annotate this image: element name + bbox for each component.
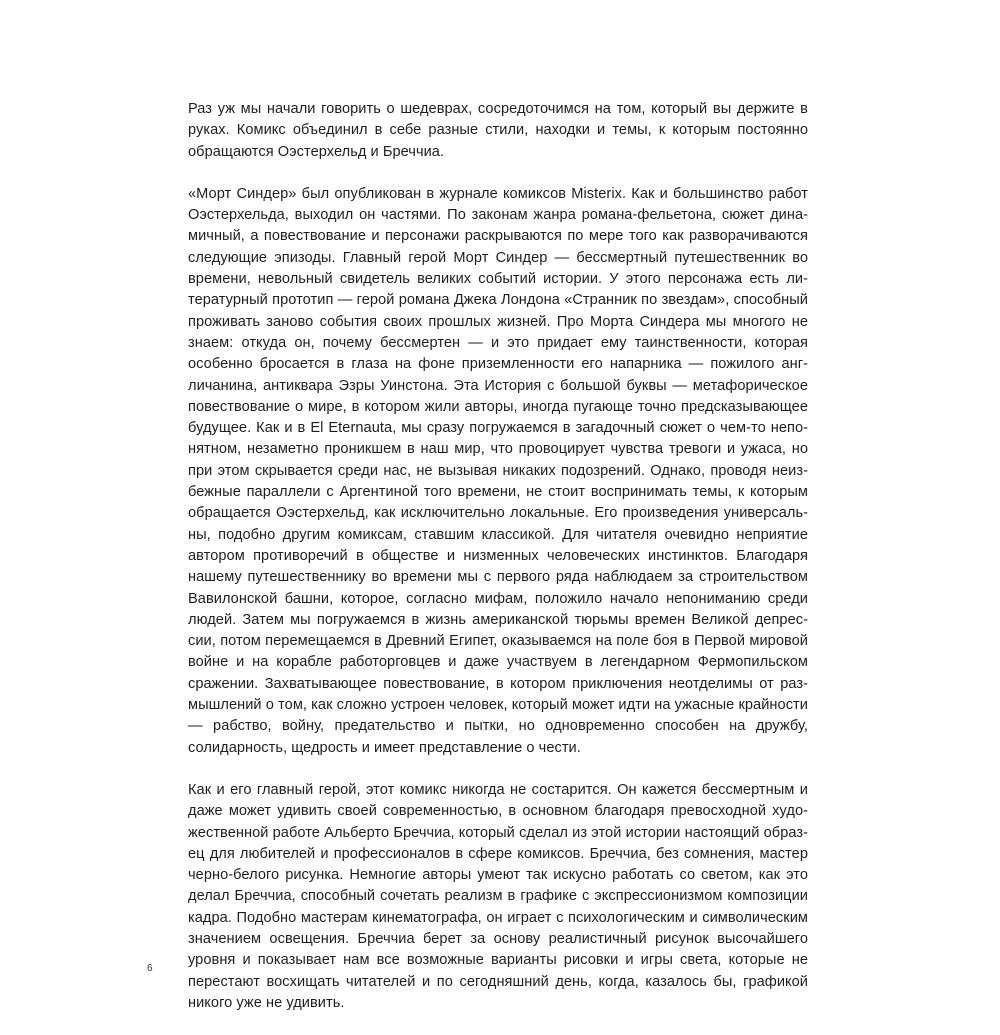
body-text: [188, 99, 808, 1035]
paragraph-intro: Раз уж мы начали говорить о шедеврах, сосредоточимся на том, который вы держите в руках. Комикс объединил в себе разные стили, находки и темы, к которым постоянно обращаются Оэстерхельд и Бреччиа.: [188, 101, 808, 160]
paragraph-mort-cinder: «Морт Синдер» был опубликован в журнале комиксов Misterix. Как и большинство работ Оэстерхельда, выходил он частями. По законам жанра романа-фельетона, сюжет динамичный, а повествование и персонажи раскрываются по мере того как разворачиваются следующие эпизоды. Главный герой Морт Синдер — бессмертный путешественник во времени, невольный свидетель великих событий истории. У этого персонажа есть литературный прототип — герой романа Джека Лондона «Странник по звездам», способный проживать заново события своих прошлых жизней. Про Морта Синдера мы многого не знаем: откуда он, почему бессмертен — и это придает ему таинственности, которая особенно бросается в глаза на фоне приземленности его напарника — пожилого англичанина, антиквара Эзры Уинстона. Эта История с большой буквы — метафорическое повествование о мире, в котором жили авторы, иногда пугающе точно предсказывающее будущее. Как и в El Eternauta, мы сразу погружаемся в загадочный сюжет о чем-то непонятном, незаметно проникшем в наш мир, что провоцирует чувства тревоги и ужаса, но при этом скрывается среди нас, не вызывая никаких подозрений. Однако, проводя неизбежные параллели с Аргентиной того времени, не стоит воспринимать темы, к которым обращается Оэстерхельд, как исключительно локальные. Его произведения универсальны, подобно другим комиксам, ставшим классикой. Для читателя очевидно неприятие автором противоречий в обществе и низменных человеческих инстинктов. Благодаря нашему путешественнику во времени мы с первого ряда наблюдаем за строительством Вавилонской башни, которое, согласно мифам, положило начало непониманию среди людей. Затем мы погружаемся в жизнь американской тюрьмы времен Великой депрессии, потом перемещаемся в Древний Египет, оказываемся на поле боя в Первой мировой войне и на корабле работорговцев и даже участвуем в легендарном Фермопильском сражении. Захватывающее повествование, в котором приключения неотделимы от размышлений о том, как сложно устроен человек, который может идти на ужасные крайности — рабство, войну, предательство и пытки, но одновременно способен на дружбу, солидарность, щедрость и имеет представление о чести.: [188, 185, 808, 756]
page-number: 6: [147, 963, 153, 974]
paragraph-breccia: Как и его главный герой, этот комикс никогда не состарится. Он кажется бессмертным и даже может удивить своей современностью, в основном благодаря превосходной художественной работе Альберто Бреччиа, который сделал из этой истории настоящий образец для любителей и профессионалов в сфере комиксов. Бреччиа, без сомнения, мастер черно-белого рисунка. Немногие авторы умеют так искусно работать со светом, как это делал Бреччиа, способный сочетать реализм в графике с экспрессионизмом композиции кадра. Подобно мастерам кинематографа, он играет с психологическим и символическим значением освещения. Бреччиа берет за основу реалистичный рисунок высочайшего уровня и показывает нам все возможные варианты рисовки и игры света, которые не перестают восхищать читателей и по сегодняшний день, когда, казалось бы, графикой никого уже не удивить.: [188, 781, 808, 1011]
